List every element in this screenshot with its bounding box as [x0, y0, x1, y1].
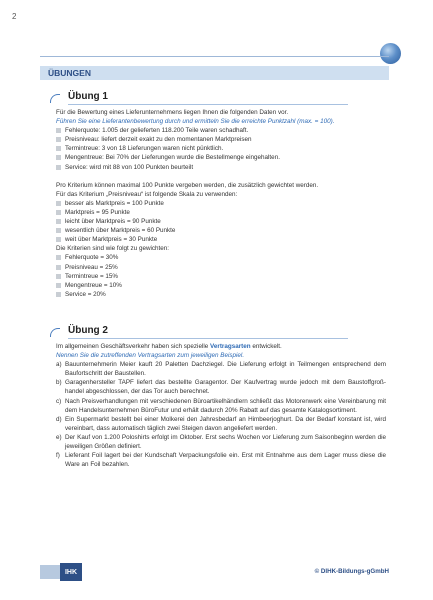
exercise-1-heading: [56, 92, 386, 106]
copyright: © DIHK-Bildungs-gGmbH: [314, 568, 389, 575]
list-item: Termintreue: 3 von 18 Lieferungen waren nicht pünktlich.: [56, 144, 386, 153]
heading-tick-icon: [50, 94, 60, 103]
case-item: c) Nach Preisverhandlungen mit verschiedenen Büroartikelhändlern schließt das Motorenwerk eine Vereinbarung mit dem Handelsunternehmen BüroFutur und erhält dadurch 20% Rabatt auf das gesamte Katalogsortiment.: [56, 397, 386, 414]
exercise-1-paragraph: Pro Kriterium können maximal 100 Punkte vergeben werden, die zusätzlich gewichtet werden.: [56, 181, 319, 189]
weights-intro: Die Kriterien sind wie folgt zu gewichten:: [56, 245, 170, 253]
exercise-2-heading: [56, 326, 386, 340]
exercise-2-title: Übung 2: [68, 325, 108, 336]
exercise-1-title: Übung 1: [68, 91, 108, 102]
exercise-2-intro: Im allgemeinen Geschäftsverkehr haben sich spezielle Vertragsarten entwickelt.: [56, 343, 282, 350]
data-list: [56, 126, 386, 171]
exercise-1-paragraph: Für das Kriterium „Preisniveau“ ist folgende Skala zu verwenden:: [56, 190, 238, 198]
price-scale-list: [56, 199, 386, 244]
keyword-highlight: Vertragsarten: [210, 343, 251, 350]
list-item: Fehlerquote = 30%: [56, 253, 386, 262]
heading-underline: [68, 338, 348, 339]
case-item: d) Ein Supermarkt bestellt bei einer Molkerei den Jahresbedarf an Himbeerjoghurt. Da der Bedarf konstant ist, wird vereinbart, dass automatisch täglich zwei Steigen davon angeliefert werden.: [56, 415, 386, 432]
page-number: 2: [12, 12, 17, 21]
decorative-circle-icon: [380, 43, 401, 64]
case-item: e) Der Kauf von 1.200 Poloshirts erfolgt im Oktober. Erst sechs Wochen vor Lieferung zum Saisonbeginn werden die jeweiligen Größen definiert.: [56, 433, 386, 451]
section-title: ÜBUNGEN: [48, 68, 91, 78]
list-item: leicht über Marktpreis = 90 Punkte: [56, 217, 386, 226]
heading-underline: [68, 104, 348, 105]
list-item: Mengentreue: Bei 70% der Lieferungen wurde die Bestellmenge eingehalten.: [56, 153, 386, 162]
footer-band: [40, 565, 60, 579]
exercise-2-task: Nennen Sie die zutreffenden Vertragsarten zum jeweiligen Beispiel.: [56, 352, 245, 360]
list-item: weit über Marktpreis = 30 Punkte: [56, 235, 386, 244]
list-item: Service: wird mit 88 von 100 Punkten beurteilt: [56, 163, 386, 172]
ihk-logo: IHK: [60, 563, 82, 581]
weights-list: [56, 253, 386, 298]
exercise-2: [56, 326, 386, 469]
header-rule: [40, 56, 389, 57]
list-item: Termintreue = 15%: [56, 272, 386, 281]
exercise-1-task: Führen Sie eine Lieferantenbewertung durch und ermitteln Sie die erreichte Punktzahl (max. = 100).: [56, 118, 335, 126]
list-item: wesentlich über Marktpreis = 60 Punkte: [56, 226, 386, 235]
list-item: Fehlerquote: 1.005 der gelieferten 118.200 Teile waren schadhaft.: [56, 126, 386, 135]
list-item: Mengentreue = 10%: [56, 281, 386, 290]
list-item: Preisniveau = 25%: [56, 263, 386, 272]
case-item: f) Lieferant Foil lagert bei der Kundschaft Verpackungsfolie ein. Erst mit Entnahme aus dem Lager muss diese die Ware an Foil bezahlen.: [56, 452, 386, 469]
list-item: Service = 20%: [56, 290, 386, 299]
list-item: Preisniveau: liefert derzeit exakt zu den momentanen Marktpreisen: [56, 135, 386, 144]
list-item: Marktpreis = 95 Punkte: [56, 208, 386, 217]
exercise-1: [56, 92, 386, 299]
list-item: besser als Marktpreis = 100 Punkte: [56, 199, 386, 208]
exercise-1-intro: Für die Bewertung eines Lieferunternehmens liegen Ihnen die folgenden Daten vor.: [56, 109, 289, 116]
case-item: b) Garagenhersteller TAPF liefert das bestellte Garagentor. Der Kaufvertrag wurde jedoch mit dem Baustoffgroß-handel abgeschlossen, der das Tor auch berechnet.: [56, 379, 386, 396]
heading-tick-icon: [50, 328, 60, 337]
section-header: [40, 66, 389, 80]
case-item: a) Bauunternehmerin Meier kauft 20 Paletten Dachziegel. Die Lieferung erfolgt in Teilmengen entsprechend dem Baufortschritt der Baustellen.: [56, 361, 386, 378]
